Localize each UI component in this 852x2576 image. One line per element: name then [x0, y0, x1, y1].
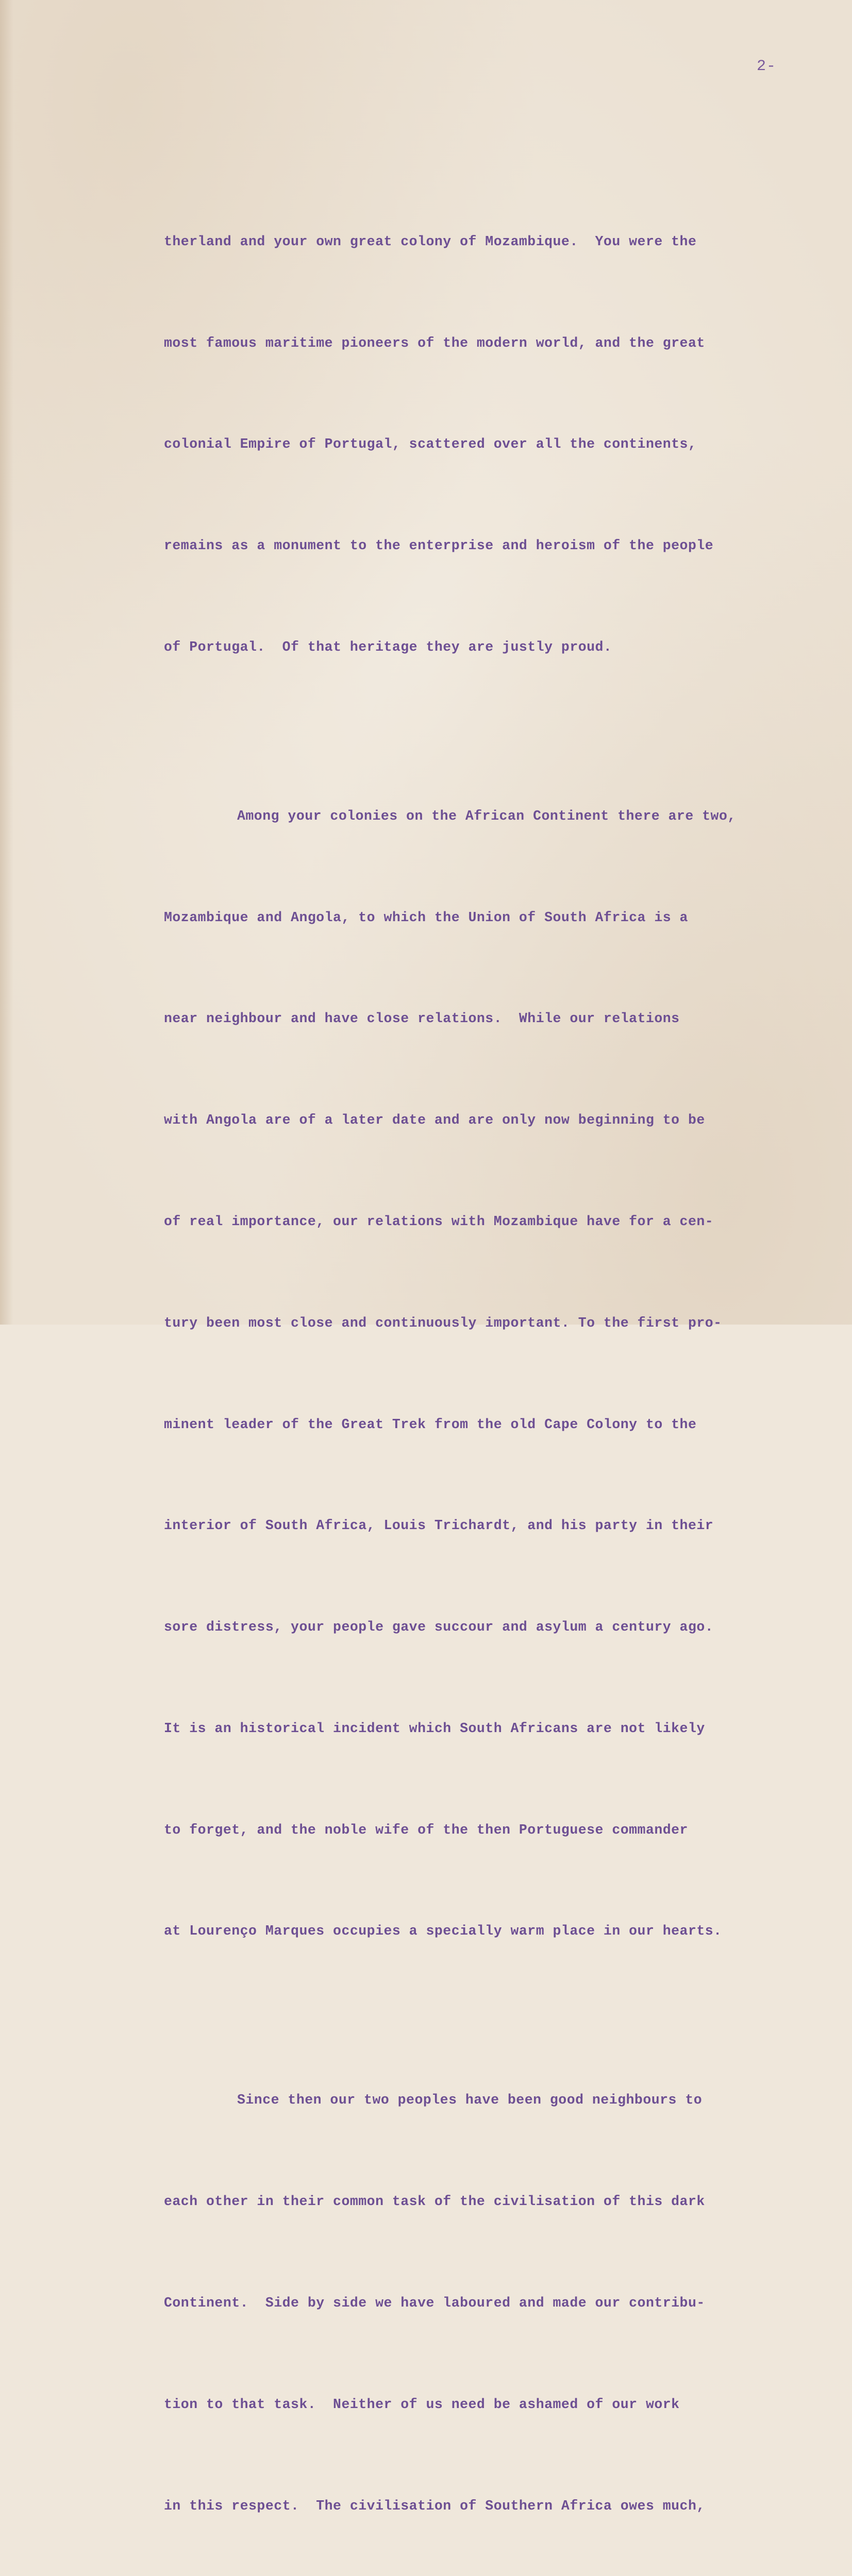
page-number: 2-	[757, 58, 777, 75]
text-line: remains as a monument to the enterprise and heroism of the people	[164, 538, 714, 554]
text-line: interior of South Africa, Louis Trichardt, and his party in their	[164, 1518, 714, 1534]
text-line: It is an historical incident which South Africans are not likely	[164, 1720, 705, 1736]
text-line: colonial Empire of Portugal, scattered over all the continents,	[164, 436, 697, 452]
text-line: of real importance, our relations with Mozambique have for a cen-	[164, 1214, 714, 1229]
text-line: each other in their common task of the civilisation of this dark	[164, 2194, 705, 2210]
paragraph-first-line: Among your colonies on the African Continent there are two,	[237, 808, 736, 824]
text-line: to forget, and the noble wife of the then Portuguese commander	[164, 1822, 688, 1838]
text-line: sore distress, your people gave succour and asylum a century ago.	[164, 1619, 714, 1635]
text-line: Mozambique and Angola, to which the Union of South Africa is a	[164, 909, 688, 925]
paper-edge	[0, 0, 13, 1325]
text-line: tury been most close and continuously important. To the first pro-	[164, 1315, 722, 1331]
text-line: of Portugal. Of that heritage they are justly proud.	[164, 639, 612, 655]
text-line: tion to that task. Neither of us need be ashamed of our work	[164, 2396, 680, 2412]
body-text	[164, 124, 847, 2576]
text-line: with Angola are of a later date and are only now beginning to be	[164, 1112, 705, 1128]
text-line: most famous maritime pioneers of the modern world, and the great	[164, 335, 705, 351]
text-line: at Lourenço Marques occupies a specially warm place in our hearts.	[164, 1923, 722, 1939]
text-line: Continent. Side by side we have laboured and made our contribu-	[164, 2295, 705, 2311]
text-line: minent leader of the Great Trek from the old Cape Colony to the	[164, 1416, 697, 1432]
paragraph-first-line: Since then our two peoples have been good neighbours to	[237, 2092, 703, 2108]
text-line: therland and your own great colony of Mozambique. You were the	[164, 233, 697, 249]
text-line: near neighbour and have close relations. While our relations	[164, 1011, 680, 1027]
text-line: in this respect. The civilisation of Southern Africa owes much,	[164, 2498, 705, 2514]
